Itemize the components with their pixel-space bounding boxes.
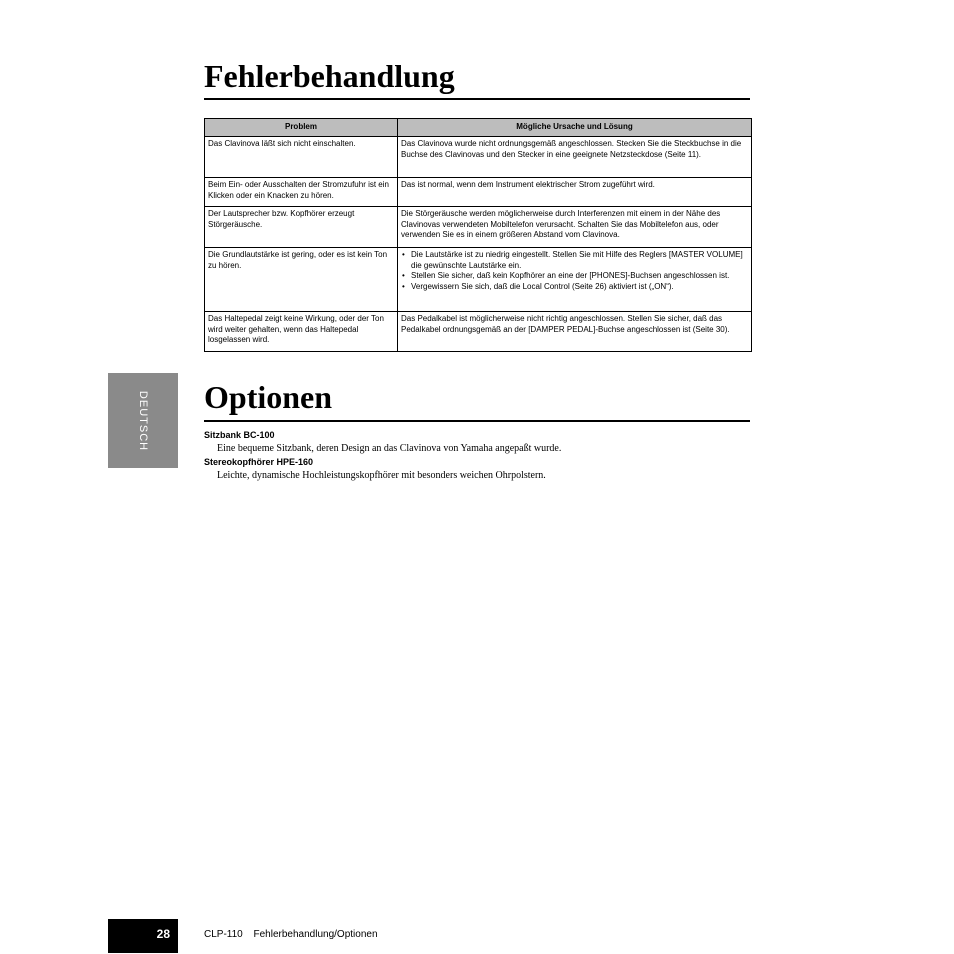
option-description: Eine bequeme Sitzbank, deren Design an das Clavinova von Yamaha angepaßt wurde. (217, 443, 562, 454)
troubleshooting-heading: Fehlerbehandlung (204, 58, 455, 94)
problem-cell: Die Grundlautstärke ist gering, oder es ist kein Ton zu hören. (205, 248, 398, 312)
table-row (205, 207, 752, 248)
problem-cell: Beim Ein- oder Ausschalten der Stromzufuhr ist ein Klicken oder ein Knacken zu hören. (205, 178, 398, 207)
solution-list-item: • Die Lautstärke ist zu niedrig eingestellt. Stellen Sie mit Hilfe des Reglers [MASTER VOLUME] die gewünschte Lautstärke ein. (401, 250, 748, 271)
footer-model: CLP-110 (204, 929, 243, 940)
page-number: 28 (156, 927, 170, 941)
page-number-box (108, 919, 178, 953)
footer (204, 929, 378, 940)
solution-list-item: • Vergewissern Sie sich, daß die Local Control (Seite 26) aktiviert ist („ON“). (401, 282, 748, 293)
table-row (205, 248, 752, 312)
column-header-problem: Problem (205, 119, 398, 137)
problem-cell: Der Lautsprecher bzw. Kopfhörer erzeugt Störgeräusche. (205, 207, 398, 248)
option-description: Leichte, dynamische Hochleistungskopfhörer mit besonders weichen Ohrpolstern. (217, 470, 546, 481)
table-header-row (205, 119, 752, 137)
footer-section: Fehlerbehandlung/Optionen (253, 929, 378, 940)
table-row (205, 137, 752, 178)
solution-list (401, 250, 748, 292)
problem-cell: Das Haltepedal zeigt keine Wirkung, oder der Ton wird weiter gehalten, wenn das Haltepedal losgelassen wird. (205, 312, 398, 352)
solution-cell (398, 248, 752, 312)
table-row (205, 178, 752, 207)
option-name: Sitzbank BC-100 (204, 430, 275, 440)
solution-cell: Das ist normal, wenn dem Instrument elektrischer Strom zugeführt wird. (398, 178, 752, 207)
troubleshooting-table (204, 118, 752, 352)
column-header-solution: Mögliche Ursache und Lösung (398, 119, 752, 137)
heading-rule (204, 98, 750, 100)
problem-cell: Das Clavinova läßt sich nicht einschalten. (205, 137, 398, 178)
table-row (205, 312, 752, 352)
options-heading: Optionen (204, 379, 333, 415)
solution-cell: Das Clavinova wurde nicht ordnungsgemäß angeschlossen. Stecken Sie die Steckbuchse in die Buchse des Clavinovas und den Stecker in eine geeignete Netzsteckdose (Seite 11). (398, 137, 752, 178)
language-side-tab (108, 373, 178, 468)
language-tab-label: DEUTSCH (137, 390, 149, 451)
option-name: Stereokopfhörer HPE-160 (204, 457, 314, 467)
heading-rule (204, 420, 750, 422)
solution-list-item: • Stellen Sie sicher, daß kein Kopfhörer an eine der [PHONES]-Buchsen angeschlossen ist. (401, 271, 748, 282)
solution-cell: Das Pedalkabel ist möglicherweise nicht richtig angeschlossen. Stellen Sie sicher, daß das Pedalkabel ordnungsgemäß an der [DAMPER PEDAL]-Buchse angeschlossen ist (Seite 30). (398, 312, 752, 352)
solution-cell: Die Störgeräusche werden möglicherweise durch Interferenzen mit einem in der Nähe des Clavinovas verwendeten Mobiltelefon verursacht. Schalten Sie das Mobiltelefon aus, oder verwenden Sie es in einem größeren Abstand vom Clavinova. (398, 207, 752, 248)
